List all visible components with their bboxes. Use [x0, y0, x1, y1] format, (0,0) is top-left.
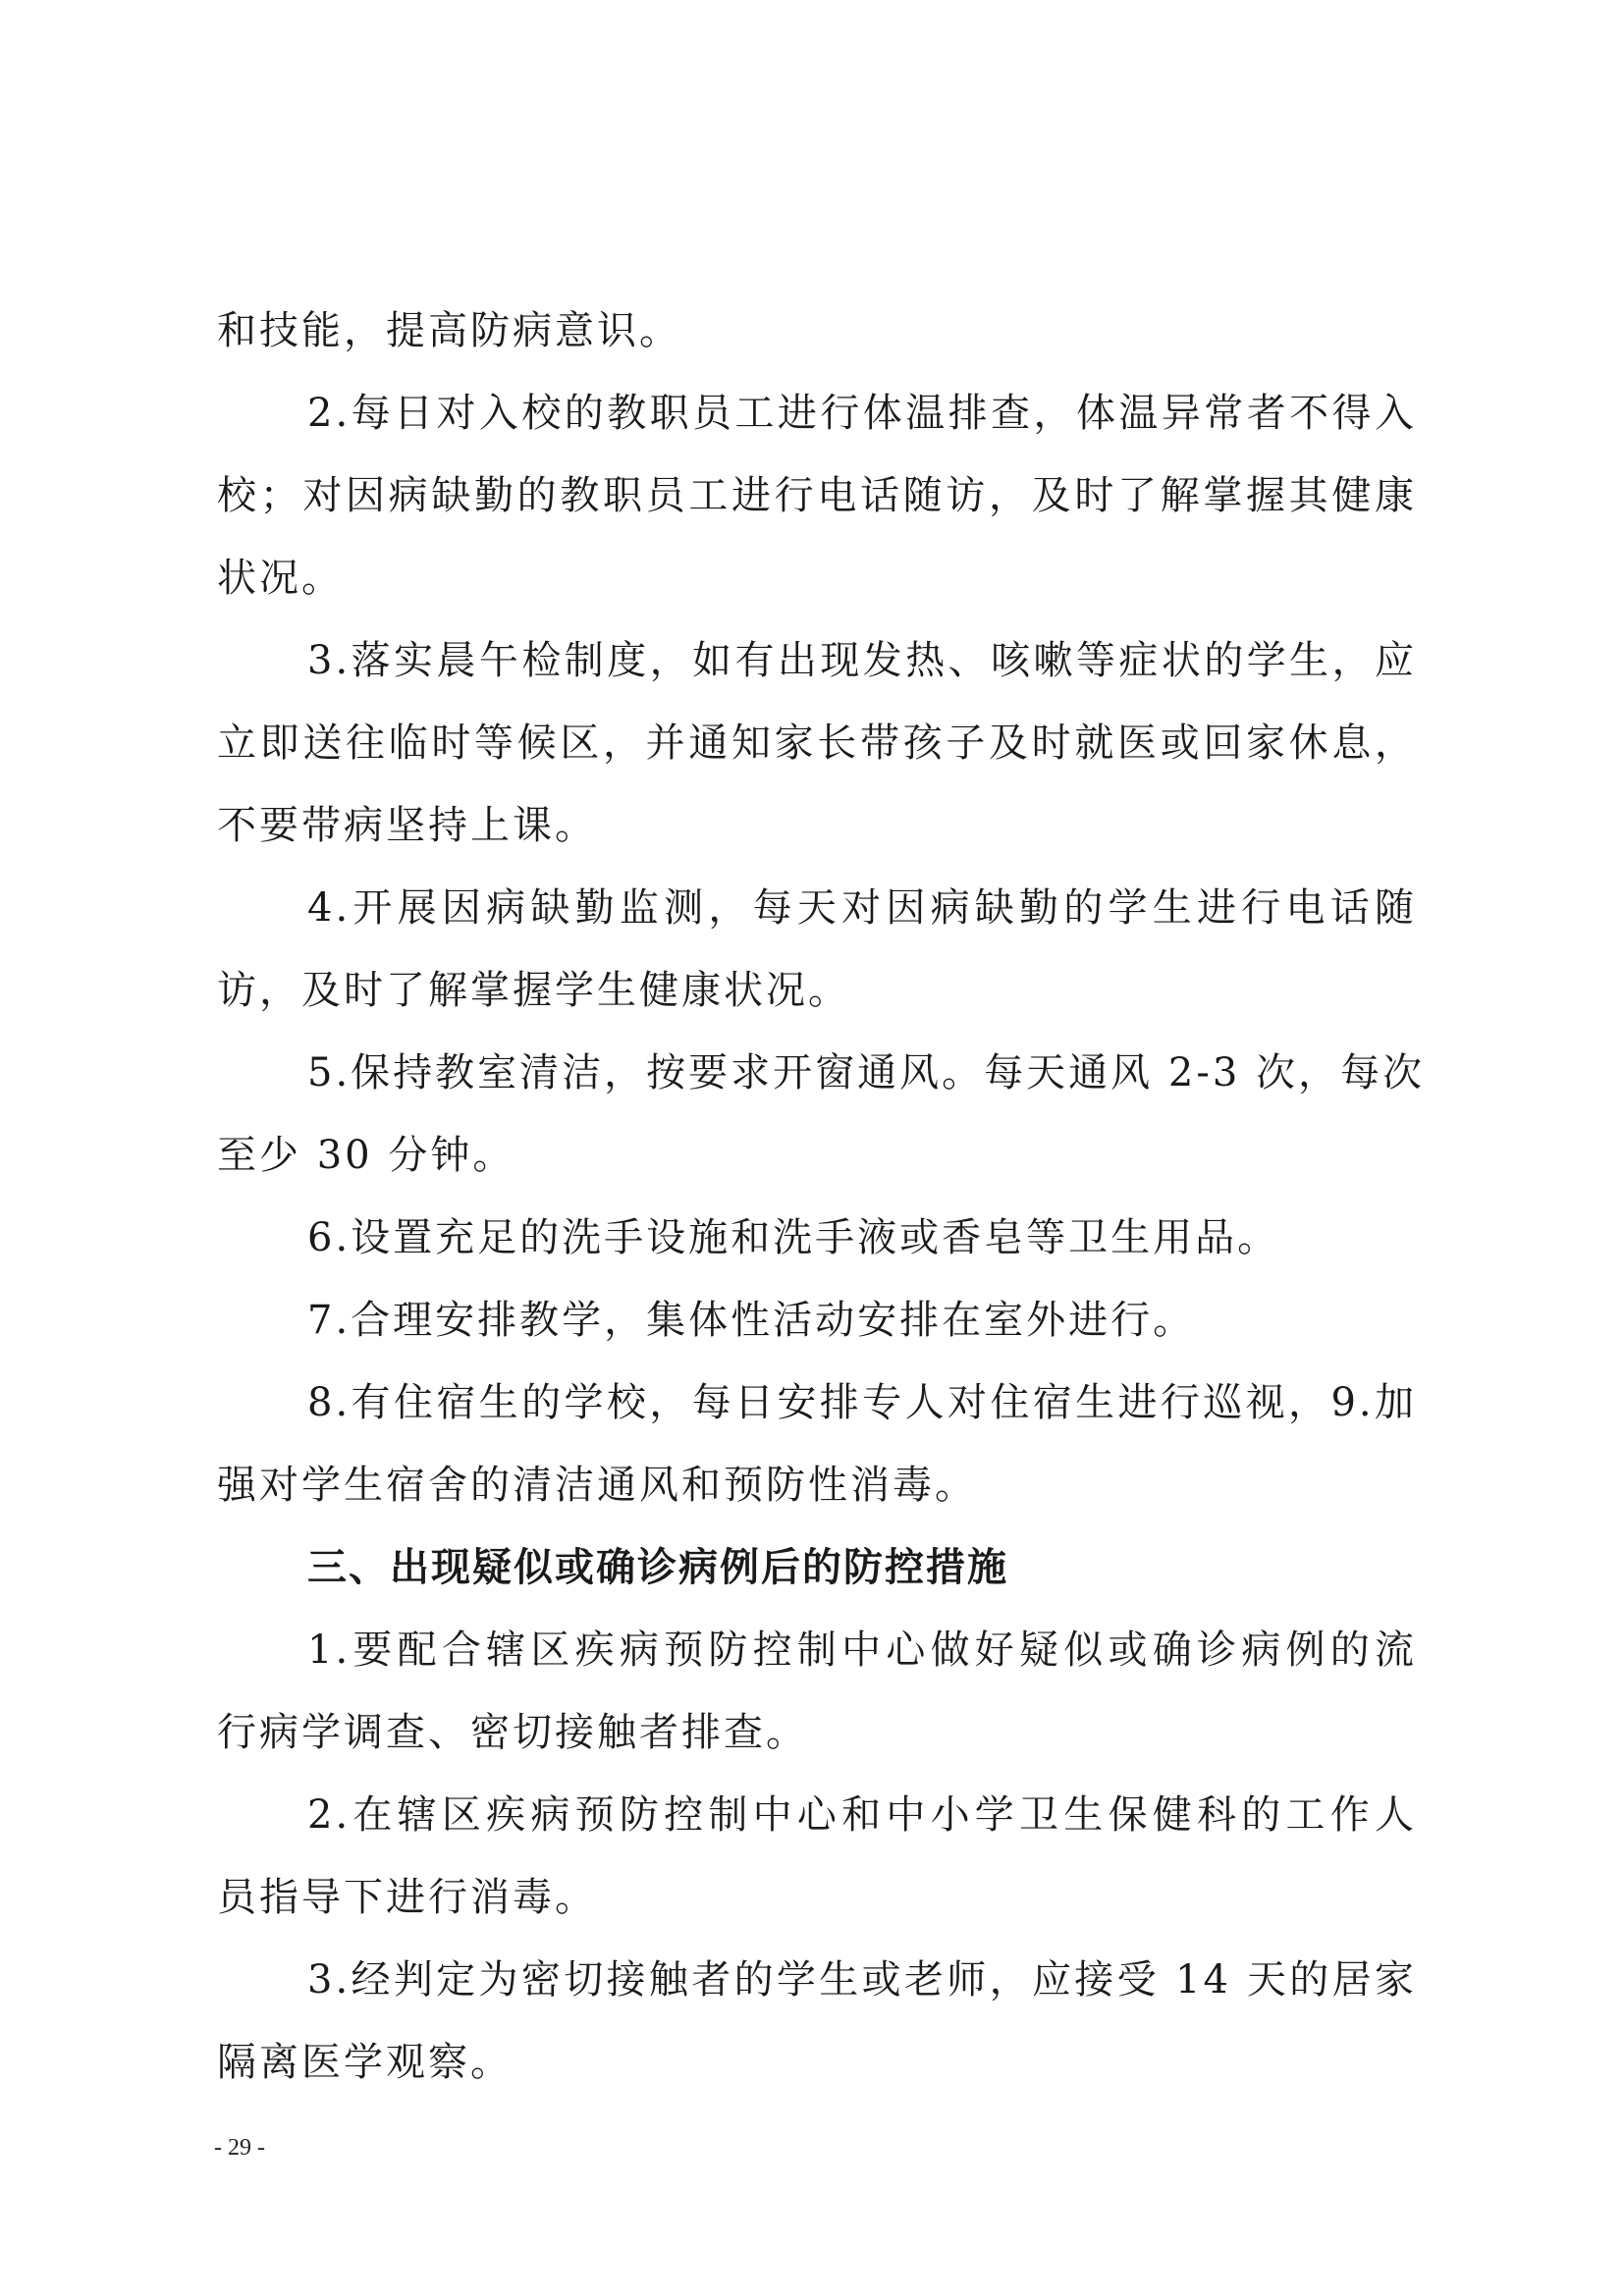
paragraph-line: 7.合理安排教学，集体性活动安排在室外进行。	[307, 1298, 1196, 1343]
paragraph-line: 2.每日对入校的教职员工进行体温排查，体温异常者不得入	[307, 391, 1417, 436]
paragraph-line: 3.经判定为密切接触者的学生或老师，应接受 14 天的居家	[307, 1957, 1417, 2002]
paragraph-line: 员指导下进行消毒。	[217, 1875, 597, 1920]
paragraph-line: 5.保持教室清洁，按要求开窗通风。每天通风 2-3 次，每次	[307, 1050, 1426, 1095]
paragraph-line: 4.开展因病缺勤监测，每天对因病缺勤的学生进行电话随	[307, 885, 1417, 931]
paragraph-line: 访，及时了解掌握学生健康状况。	[217, 968, 850, 1013]
paragraph-line: 隔离医学观察。	[217, 2040, 513, 2085]
paragraph-line: 8.有住宿生的学校，每日安排专人对住宿生进行巡视，9.加	[307, 1380, 1417, 1425]
paragraph-line: 3.落实晨午检制度，如有出现发热、咳嗽等症状的学生，应	[307, 638, 1417, 683]
paragraph-line: 立即送往临时等候区，并通知家长带孩子及时就医或回家休息，	[217, 721, 1417, 766]
paragraph-line: 不要带病坚持上课。	[217, 803, 597, 848]
paragraph-line: 校；对因病缺勤的教职员工进行电话随访，及时了解掌握其健康	[217, 473, 1417, 518]
paragraph-line: 行病学调查、密切接触者排查。	[217, 1710, 808, 1755]
paragraph-line: 2.在辖区疾病预防控制中心和中小学卫生保健科的工作人	[307, 1792, 1417, 1838]
section-heading: 三、出现疑似或确诊病例后的防控措施	[307, 1545, 1008, 1590]
paragraph-line: 1.要配合辖区疾病预防控制中心做好疑似或确诊病例的流	[307, 1628, 1417, 1673]
paragraph-line: 和技能，提高防病意识。	[217, 308, 681, 353]
paragraph-line: 状况。	[217, 556, 344, 601]
page-number: - 29 -	[214, 2135, 265, 2161]
paragraph-line: 强对学生宿舍的清洁通风和预防性消毒。	[217, 1463, 977, 1508]
paragraph-line: 至少 30 分钟。	[217, 1133, 515, 1178]
paragraph-line: 6.设置充足的洗手设施和洗手液或香皂等卫生用品。	[307, 1215, 1280, 1260]
